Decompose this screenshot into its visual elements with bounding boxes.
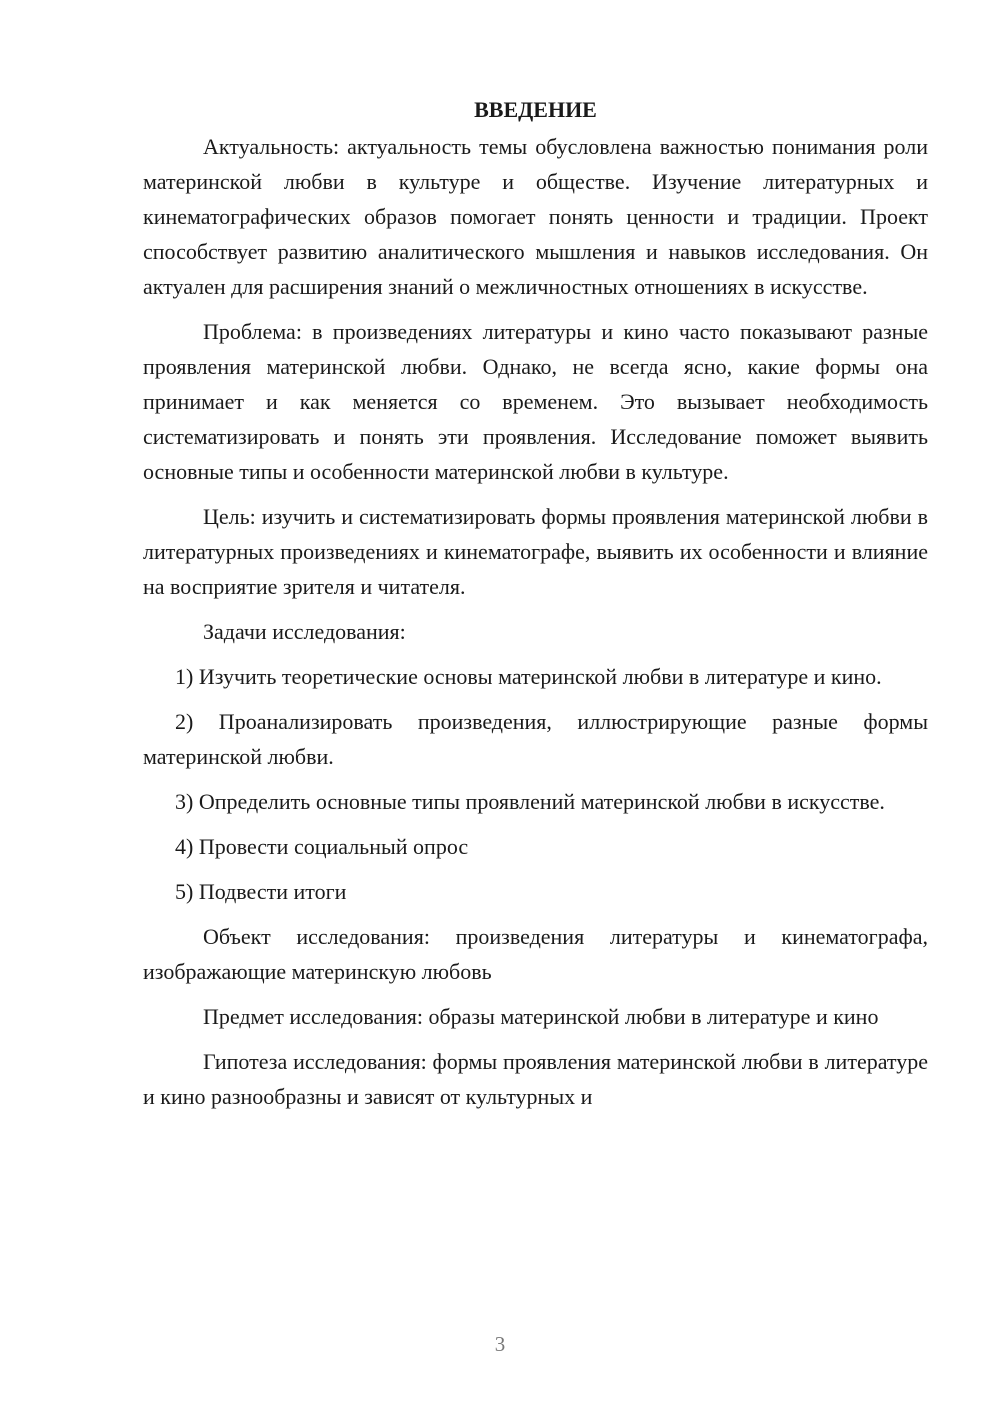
page-number: 3 (494, 1332, 506, 1356)
paragraph-subject: Предмет исследования: образы материнской любви в литературе и кино (203, 1004, 879, 1029)
paragraph-problem: Проблема: в произведениях литературы и кино часто показывают разные проявления материнской любви. Однако, не всегда ясно, какие формы она принимает и как меняется со временем. Это вызывает необходимость систематизировать и понять эти проявления. Исследование поможет выявить основные типы и особенности материнской любви в культуре. (143, 319, 928, 484)
paragraph-goal: Цель: изучить и систематизировать формы проявления материнской любви в литературных произведениях и кинематографе, выявить их особенности и влияние на восприятие зрителя и читателя. (143, 504, 928, 599)
list-item: 1) Изучить теоретические основы материнской любви в литературе и кино. (175, 664, 882, 689)
list-item: 5) Подвести итоги (175, 879, 347, 904)
document-page (143, 92, 928, 1114)
page-title: ВВЕДЕНИЕ (474, 97, 597, 122)
paragraph-object: Объект исследования: произведения литературы и кинематографа, изображающие материнскую любовь (143, 924, 928, 984)
paragraph-relevance: Актуальность: актуальность темы обусловлена важностью понимания роли материнской любви в культуре и обществе. Изучение литературных и кинематографических образов помогает понять ценности и традиции. Проект способствует развитию аналитического мышления и навыков исследования. Он актуален для расширения знаний о межличностных отношениях в искусстве. (143, 134, 928, 299)
tasks-list (143, 659, 928, 909)
list-item: 3) Определить основные типы проявлений материнской любви в искусстве. (175, 789, 885, 814)
tasks-heading: Задачи исследования: (203, 619, 406, 644)
list-item: 2) Проанализировать произведения, иллюстрирующие разные формы материнской любви. (143, 709, 928, 769)
paragraph-hypothesis: Гипотеза исследования: формы проявления материнской любви в литературе и кино разнообразны и зависят от культурных и (143, 1049, 928, 1109)
list-item: 4) Провести социальный опрос (175, 834, 469, 859)
